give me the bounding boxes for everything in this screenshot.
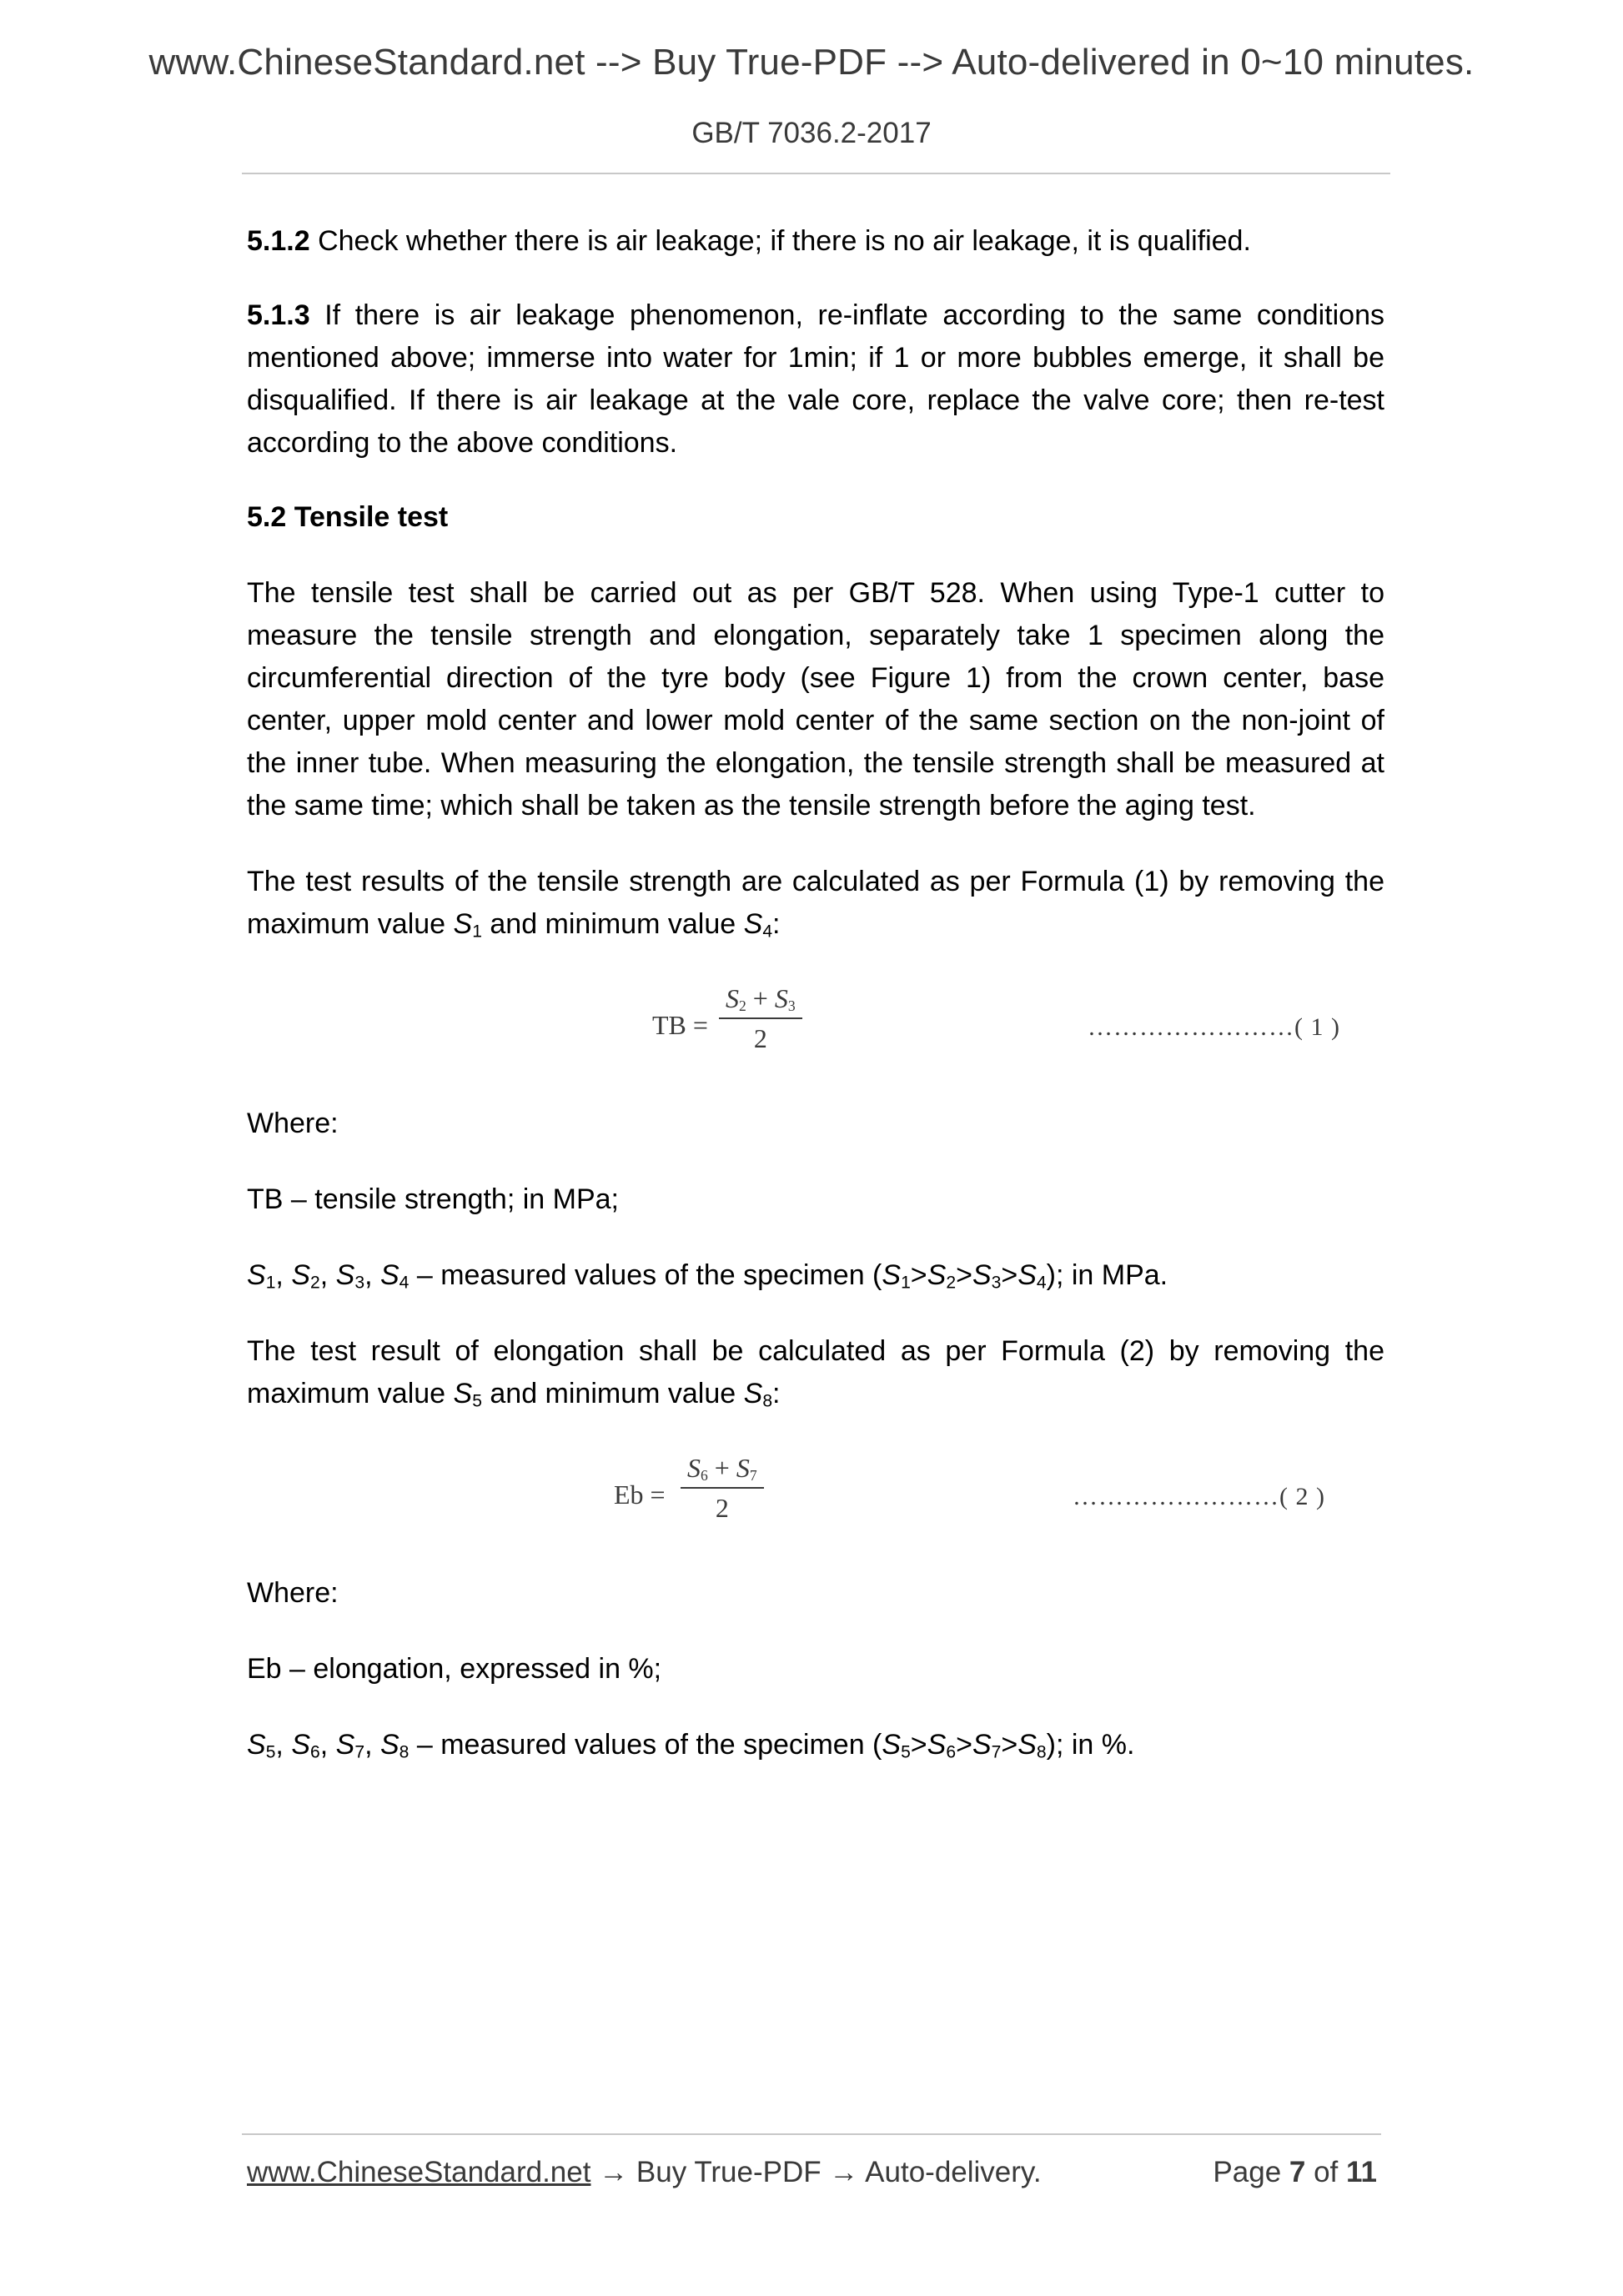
top-banner: www.ChineseStandard.net --> Buy True-PDF --> Auto-delivered in 0~10 minutes.	[148, 42, 1475, 83]
formula-fraction	[681, 1449, 764, 1527]
symbol: S	[774, 983, 788, 1013]
operator: >	[910, 1729, 927, 1761]
separator: ,	[319, 1729, 336, 1761]
subscript: 5	[901, 1742, 911, 1762]
elongation-intro	[247, 1330, 1384, 1415]
clause-text: Check whether there is air leakage; if there is no air leakage, it is qualified.	[309, 225, 1251, 257]
subscript: 4	[762, 922, 773, 942]
separator: ,	[319, 1259, 336, 1291]
subscript: 2	[946, 1273, 957, 1293]
operator: >	[1001, 1729, 1018, 1761]
separator: ,	[275, 1729, 292, 1761]
subscript: 3	[787, 997, 796, 1014]
text-run: and minimum value	[481, 908, 744, 940]
symbol: S	[687, 1453, 701, 1483]
subscript: 3	[354, 1273, 365, 1293]
text-run: ); in MPa.	[1046, 1259, 1168, 1291]
where-label: Where:	[247, 1577, 339, 1609]
page-number: 7	[1289, 2156, 1306, 2188]
subscript: 3	[991, 1273, 1002, 1293]
definition-s1-s4	[247, 1254, 1384, 1297]
separator: ,	[364, 1259, 380, 1291]
subscript: 8	[399, 1742, 410, 1762]
formula-1	[247, 979, 1384, 1069]
symbol: S	[379, 1729, 399, 1761]
clause-5-1-2	[247, 220, 1384, 263]
text-run: :	[772, 908, 781, 940]
text-run: The test result of elongation shall be calculated as per Formula (2) by removing the maximum value	[247, 1335, 1384, 1409]
subscript: 2	[739, 997, 746, 1014]
operator: >	[956, 1729, 972, 1761]
text-run: and minimum value	[481, 1378, 744, 1409]
section-heading-5-2: 5.2 Tensile test	[247, 501, 449, 533]
subscript: 4	[399, 1273, 410, 1293]
symbol: S	[335, 1729, 355, 1761]
subscript: 2	[310, 1273, 320, 1293]
page-indicator	[1213, 2156, 1377, 2189]
operator: >	[956, 1259, 972, 1291]
formula-denominator: 2	[715, 1493, 729, 1523]
separator: ,	[364, 1729, 380, 1761]
symbol: S	[882, 1259, 902, 1291]
formula-reference: ……………………( 1 )	[1088, 1013, 1340, 1041]
formula-2	[247, 1449, 1384, 1539]
tensile-test-paragraph: The tensile test shall be carried out as per GB/T 528. When using Type-1 cutter to measure the tensile strength and elongation, separately take 1 specimen along the circumferential direction of the tyre body (see Figure 1) from the crown center, base center, upper mold center and lower mold center of the same section on the non-joint of the inner tube. When measuring the elongation, the tensile strength shall be measured at the same time; which shall be taken as the tensile strength before the aging test.	[247, 577, 1384, 821]
tensile-intro	[247, 861, 1384, 946]
symbol: S	[1018, 1259, 1037, 1291]
plus-sign: +	[746, 983, 775, 1013]
symbol: S	[927, 1259, 947, 1291]
separator: ,	[275, 1259, 292, 1291]
symbol: S	[453, 908, 473, 940]
text-run: – measured values of the specimen (	[409, 1259, 882, 1291]
formula-denominator: 2	[753, 1023, 767, 1053]
text-run: ); in %.	[1046, 1729, 1135, 1761]
subscript: 7	[749, 1466, 757, 1484]
subscript: 6	[310, 1742, 320, 1762]
subscript: 5	[472, 1391, 482, 1411]
symbol: S	[335, 1259, 355, 1291]
header-divider	[242, 173, 1390, 174]
subscript: 4	[1036, 1273, 1047, 1293]
symbol: S	[882, 1729, 902, 1761]
symbol: S	[247, 1729, 266, 1761]
formula-lhs: TB =	[652, 1010, 708, 1040]
subscript: 1	[265, 1273, 276, 1293]
subscript: 7	[991, 1742, 1002, 1762]
operator: >	[1001, 1259, 1018, 1291]
definition-s5-s8	[247, 1724, 1384, 1766]
formula-reference: ……………………( 2 )	[1073, 1483, 1325, 1510]
subscript: 1	[472, 922, 482, 942]
footer-site-link[interactable]: www.ChineseStandard.net	[247, 2156, 591, 2188]
subscript: 8	[762, 1391, 773, 1411]
page-content	[247, 220, 1384, 1800]
of-label: of	[1305, 2156, 1346, 2188]
plus-sign: +	[707, 1453, 736, 1483]
formula-numerator	[719, 979, 802, 1017]
subscript: 6	[701, 1466, 708, 1484]
subscript: 5	[265, 1742, 276, 1762]
symbol: S	[1018, 1729, 1037, 1761]
symbol: S	[291, 1729, 311, 1761]
formula-numerator	[681, 1449, 764, 1487]
definition-tb: TB – tensile strength; in MPa;	[247, 1183, 619, 1215]
clause-number: 5.1.3	[247, 299, 310, 331]
symbol: S	[743, 908, 763, 940]
symbol: S	[972, 1259, 992, 1291]
definition-eb: Eb – elongation, expressed in %;	[247, 1653, 662, 1685]
page-footer	[247, 2156, 1377, 2189]
clause-text: If there is air leakage phenomenon, re-inflate according to the same conditions mentioned above; immerse into water for 1min; if 1 or more bubbles emerge, it shall be disqualified. If there is air leakage at the vale core, replace the valve core; then re-test according to the above conditions.	[247, 299, 1384, 459]
symbol: S	[927, 1729, 947, 1761]
symbol: S	[379, 1259, 399, 1291]
formula-fraction	[719, 979, 802, 1058]
subscript: 1	[901, 1273, 911, 1293]
text-run: The test results of the tensile strength are calculated as per Formula (1) by removing the maximum value	[247, 866, 1384, 940]
symbol: S	[726, 983, 739, 1013]
subscript: 6	[946, 1742, 957, 1762]
symbol: S	[743, 1378, 763, 1409]
clause-number: 5.1.2	[247, 225, 310, 257]
subscript: 7	[354, 1742, 365, 1762]
symbol: S	[972, 1729, 992, 1761]
subscript: 8	[1036, 1742, 1047, 1762]
page-total: 11	[1346, 2156, 1377, 2188]
text-run: – measured values of the specimen (	[409, 1729, 882, 1761]
text-run: :	[772, 1378, 781, 1409]
symbol: S	[736, 1453, 750, 1483]
page-label: Page	[1213, 2156, 1289, 2188]
footer-text: → Buy True-PDF → Auto-delivery.	[590, 2156, 1042, 2188]
operator: >	[910, 1259, 927, 1291]
document-code: GB/T 7036.2-2017	[691, 117, 932, 149]
symbol: S	[247, 1259, 266, 1291]
where-label: Where:	[247, 1108, 339, 1139]
symbol: S	[453, 1378, 473, 1409]
symbol: S	[291, 1259, 311, 1291]
clause-5-1-3	[247, 294, 1384, 465]
footer-divider	[242, 2133, 1381, 2135]
formula-lhs: Eb =	[614, 1480, 666, 1510]
